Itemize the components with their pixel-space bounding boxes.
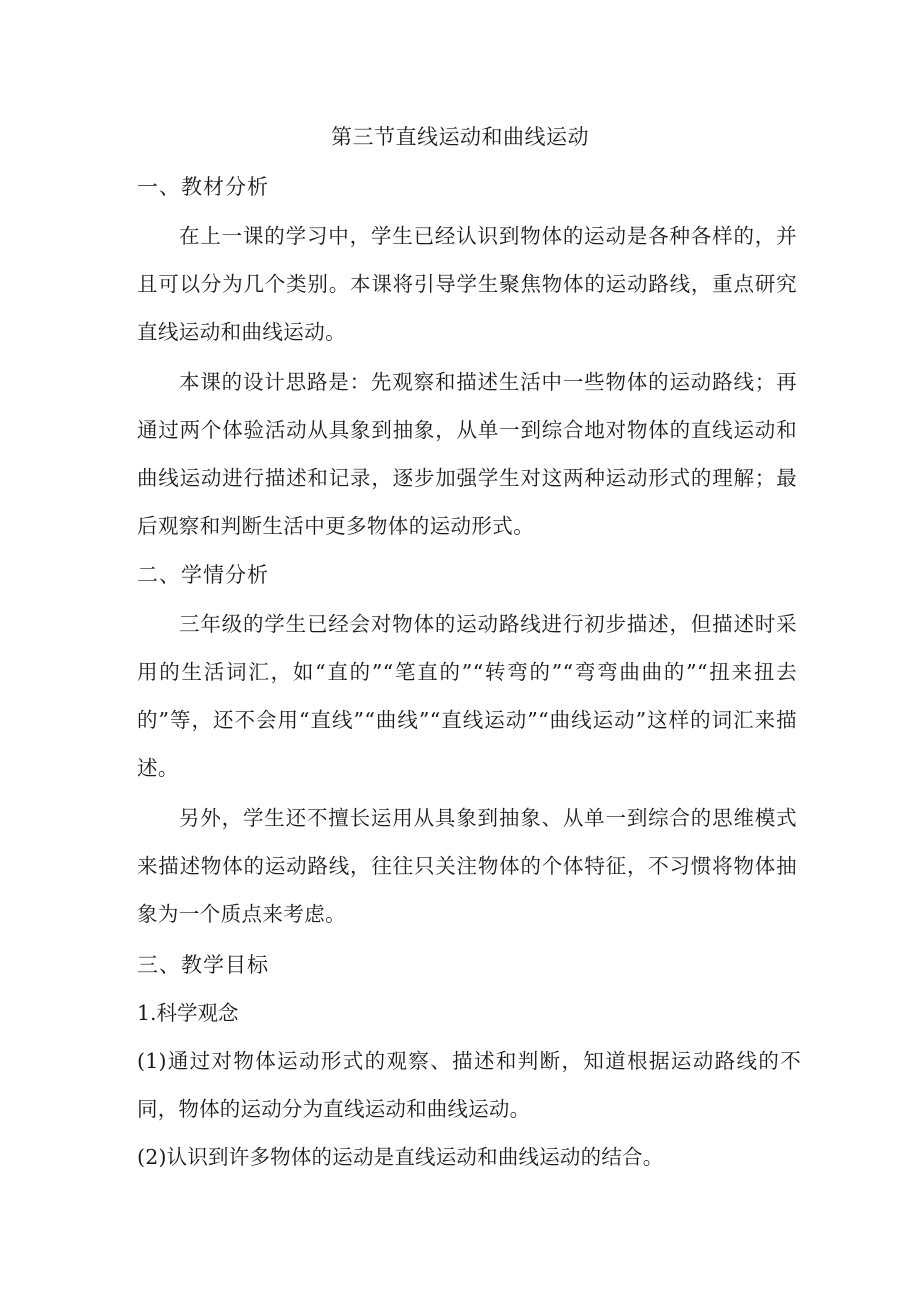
goal-item-1: (1)通过对物体运动形式的观察、描述和判断，知道根据运动路线的不同，物体的运动分为直线运动和曲线运动。 bbox=[137, 1049, 801, 1121]
paragraph-student-analysis-1: 三年级的学生已经会对物体的运动路线进行初步描述，但描述时采用的生活词汇，如“直的”“笔直的”“转弯的”“弯弯曲曲的”“扭来扭去的”等，还不会用“直线”“曲线”“直线运动”“曲线运动”这样的词汇来描述。 bbox=[137, 612, 797, 780]
goal-item-2: (2)认识到许多物体的运动是直线运动和曲线运动的结合。 bbox=[137, 1145, 664, 1169]
section-heading-student-analysis: 二、学情分析 bbox=[137, 563, 269, 587]
section-heading-teaching-goals: 三、教学目标 bbox=[137, 953, 269, 977]
paragraph-student-analysis-2: 另外，学生还不擅长运用从具象到抽象、从单一到综合的思维模式来描述物体的运动路线，往往只关注物体的个体特征，不习惯将物体抽象为一个质点来考虑。 bbox=[137, 806, 797, 926]
document-title: 第三节直线运动和曲线运动 bbox=[331, 125, 589, 149]
subheading-science-concept: 1.科学观念 bbox=[137, 1001, 239, 1025]
paragraph-textbook-analysis-2: 本课的设计思路是：先观察和描述生活中一些物体的运动路线；再通过两个体验活动从具象到抽象，从单一到综合地对物体的直线运动和曲线运动进行描述和记录，逐步加强学生对这两种运动形式的理解；最后观察和判断生活中更多物体的运动形式。 bbox=[137, 370, 797, 538]
section-heading-textbook-analysis: 一、教材分析 bbox=[137, 175, 269, 199]
paragraph-textbook-analysis-1: 在上一课的学习中，学生已经认识到物体的运动是各种各样的，并且可以分为几个类别。本课将引导学生聚焦物体的运动路线，重点研究直线运动和曲线运动。 bbox=[137, 224, 797, 344]
